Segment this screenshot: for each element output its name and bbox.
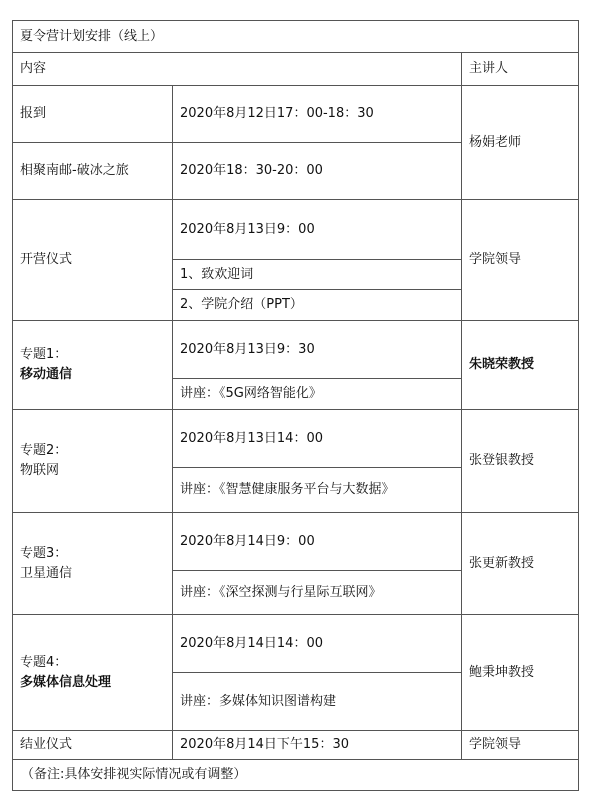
schedule-table bbox=[12, 20, 579, 791]
topic-closing: 结业仪式 bbox=[13, 731, 173, 760]
speaker-topic2: 张登银教授 bbox=[462, 410, 579, 513]
topic4-label bbox=[13, 615, 173, 731]
topic2-label bbox=[13, 410, 173, 513]
time-topic4: 2020年8月14日14：00 bbox=[173, 615, 462, 673]
schedule-document bbox=[12, 20, 578, 795]
lecture-topic4: 讲座：多媒体知识图谱构建 bbox=[173, 673, 462, 731]
topic1-name: 移动通信 bbox=[20, 367, 73, 382]
speaker-opening: 学院领导 bbox=[462, 200, 579, 321]
table-row bbox=[13, 321, 579, 379]
topic1-label bbox=[13, 321, 173, 410]
topic-checkin: 报到 bbox=[13, 86, 173, 143]
topic3-name: 卫星通信 bbox=[20, 565, 73, 581]
remark-note: （备注:具体安排视实际情况或有调整） bbox=[13, 760, 579, 791]
note-row bbox=[13, 760, 579, 791]
speaker-yang: 杨娟老师 bbox=[462, 86, 579, 200]
table-row bbox=[13, 513, 579, 571]
table-row bbox=[13, 200, 579, 260]
topic2-number: 专题2： bbox=[20, 443, 68, 458]
time-topic3: 2020年8月14日9：00 bbox=[173, 513, 462, 571]
table-row bbox=[13, 615, 579, 673]
opening-item-intro: 2、学院介绍（PPT） bbox=[173, 290, 462, 321]
speaker-closing: 学院领导 bbox=[462, 731, 579, 760]
document-title: 夏令营计划安排（线上） bbox=[13, 21, 579, 53]
time-topic2: 2020年8月13日14：00 bbox=[173, 410, 462, 468]
topic-icebreak: 相聚南邮-破冰之旅 bbox=[13, 143, 173, 200]
speaker-topic4: 鲍秉坤教授 bbox=[462, 615, 579, 731]
topic3-number: 专题3： bbox=[20, 545, 68, 561]
speaker-header: 主讲人 bbox=[462, 53, 579, 86]
lecture-topic2: 讲座：《智慧健康服务平台与大数据》 bbox=[173, 468, 462, 513]
time-opening: 2020年8月13日9：00 bbox=[173, 200, 462, 260]
header-row bbox=[13, 53, 579, 86]
topic2-name: 物联网 bbox=[20, 463, 60, 478]
topic-opening: 开营仪式 bbox=[13, 200, 173, 321]
time-icebreak: 2020年18：30-20：00 bbox=[173, 143, 462, 200]
lecture-topic3: 讲座：《深空探测与行星际互联网》 bbox=[173, 571, 462, 615]
table-row bbox=[13, 86, 579, 143]
table-row bbox=[13, 410, 579, 468]
title-row bbox=[13, 21, 579, 53]
speaker-topic3: 张更新教授 bbox=[462, 513, 579, 615]
topic4-name: 多媒体信息处理 bbox=[20, 674, 112, 690]
time-closing: 2020年8月14日下午15：30 bbox=[173, 731, 462, 760]
topic1-number: 专题1： bbox=[20, 347, 68, 362]
table-row bbox=[13, 731, 579, 760]
lecture-topic1: 讲座：《5G网络智能化》 bbox=[173, 379, 462, 410]
topic3-label bbox=[13, 513, 173, 615]
time-topic1: 2020年8月13日9：30 bbox=[173, 321, 462, 379]
opening-item-welcome: 1、致欢迎词 bbox=[173, 260, 462, 290]
content-header: 内容 bbox=[13, 53, 462, 86]
topic4-number: 专题4： bbox=[20, 654, 68, 670]
time-checkin: 2020年8月12日17：00-18：30 bbox=[173, 86, 462, 143]
speaker-topic1: 朱晓荣教授 bbox=[462, 321, 579, 410]
